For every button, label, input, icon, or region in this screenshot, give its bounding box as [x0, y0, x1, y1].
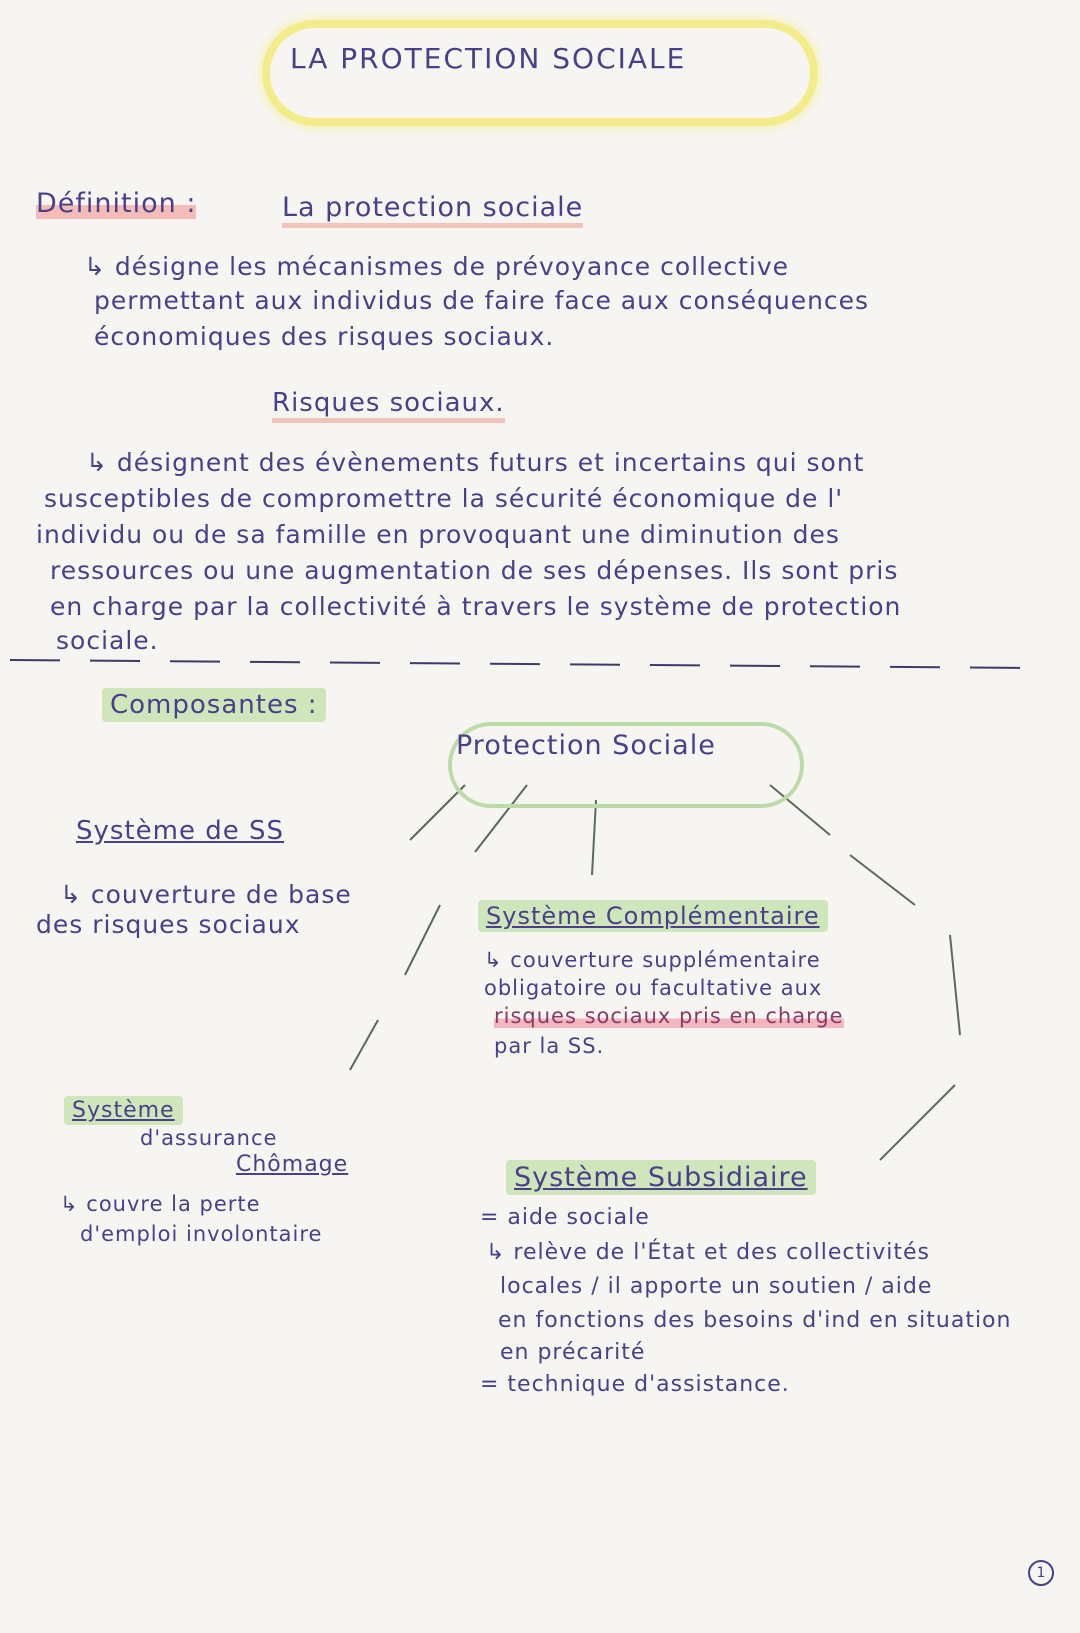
root-node-label: Protection Sociale — [456, 730, 716, 761]
definition-line: permettant aux individus de faire face aux conséquences — [94, 286, 870, 315]
subsidiaire-line: = technique d'assistance. — [480, 1372, 790, 1397]
risques-line: en charge par la collectivité à travers le système de protection — [50, 592, 902, 621]
definition-label: Définition : — [36, 188, 197, 219]
ss-line: des risques sociaux — [36, 910, 301, 939]
ss-line: ↳ couverture de base — [60, 880, 352, 909]
chomage-title: d'assurance — [140, 1126, 278, 1150]
subsidiaire-line: = aide sociale — [480, 1205, 650, 1230]
subsidiaire-line: locales / il apporte un soutien / aide — [500, 1274, 933, 1299]
chomage-title: Chômage — [236, 1152, 349, 1177]
dashed-separator — [10, 660, 1030, 668]
subsidiaire-line: ↳ relève de l'État et des collectivités — [486, 1240, 931, 1265]
definition-line: ↳ désigne les mécanismes de prévoyance collective — [84, 252, 790, 281]
page-title: LA PROTECTION SOCIALE — [290, 42, 687, 75]
chomage-line: ↳ couvre la perte — [60, 1192, 261, 1216]
risques-line: ressources ou une augmentation de ses dépenses. Ils sont pris — [50, 556, 899, 585]
complementaire-line: ↳ couverture supplémentaire — [484, 948, 821, 972]
complementaire-line: risques sociaux pris en charge — [494, 1004, 844, 1028]
term-protection-sociale: La protection sociale — [282, 192, 583, 228]
risques-line: individu ou de sa famille en provoquant une diminution des — [36, 520, 840, 549]
subsidiaire-title: Système Subsidiaire — [506, 1160, 816, 1195]
composantes-label: Composantes : — [102, 688, 326, 722]
complementaire-line: par la SS. — [494, 1034, 605, 1058]
chomage-line: d'emploi involontaire — [80, 1222, 323, 1246]
subsidiaire-line: en précarité — [500, 1340, 646, 1365]
term-risques-sociaux: Risques sociaux. — [272, 388, 505, 423]
chomage-title: Système — [64, 1096, 183, 1125]
arrows — [350, 785, 960, 1160]
page-number: 1 — [1028, 1560, 1054, 1586]
ss-title: Système de SS — [76, 816, 284, 846]
definition-line: économiques des risques sociaux. — [94, 322, 555, 351]
complementaire-title: Système Complémentaire — [478, 900, 828, 932]
risques-line: sociale. — [56, 626, 159, 655]
complementaire-line: obligatoire ou facultative aux — [484, 976, 823, 1000]
subsidiaire-line: en fonctions des besoins d'ind en situation — [498, 1308, 1012, 1333]
risques-line: ↳ désignent des évènements futurs et incertains qui sont — [86, 448, 865, 477]
risques-line: susceptibles de compromettre la sécurité économique de l' — [44, 484, 844, 513]
